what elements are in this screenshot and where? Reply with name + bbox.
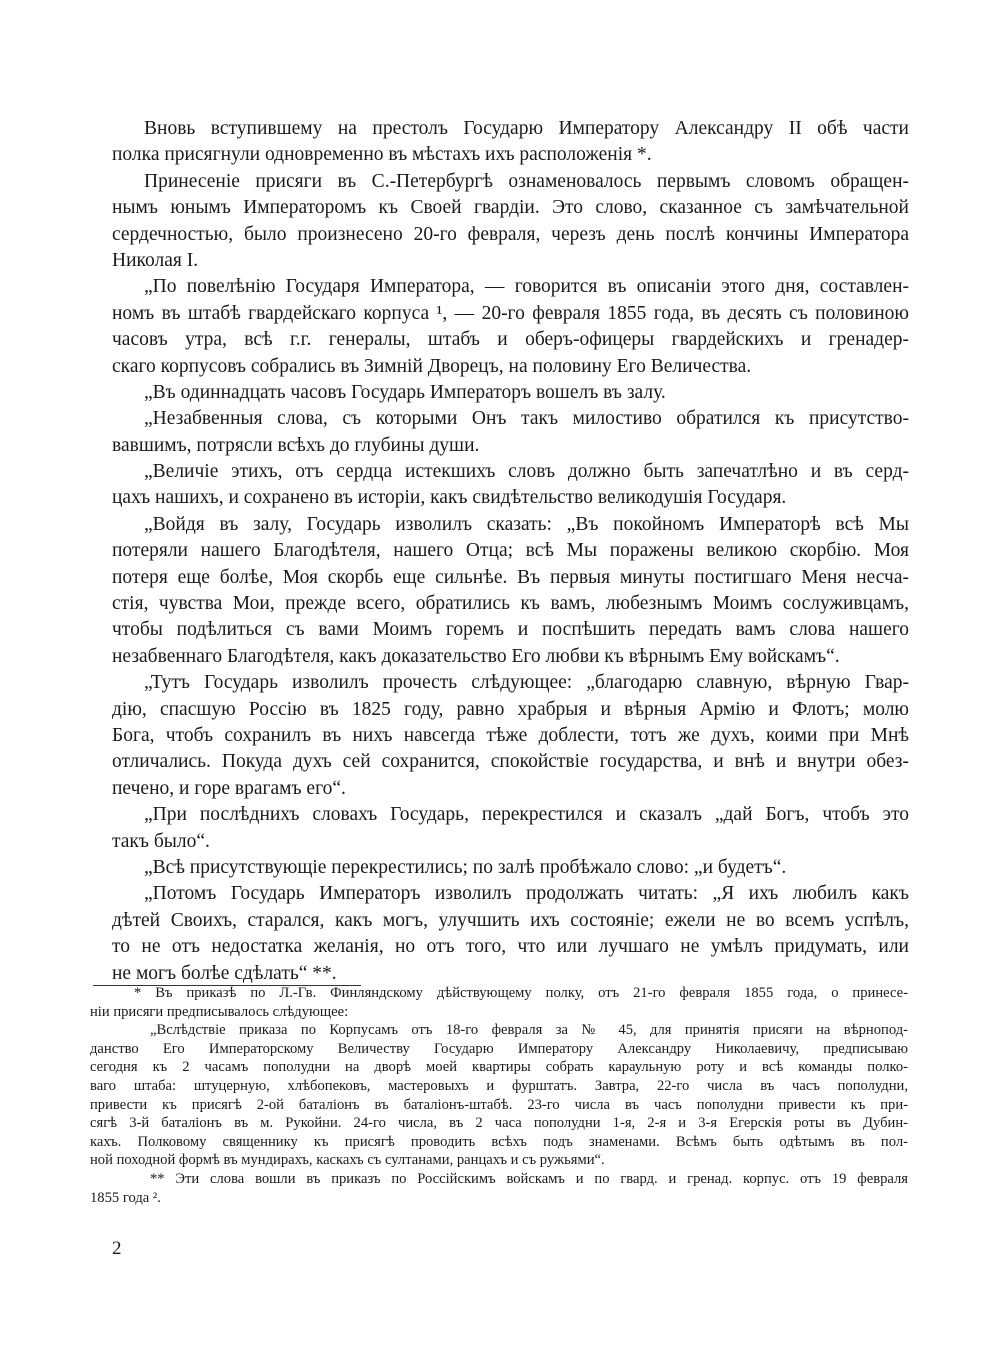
- paragraph: [112, 116, 909, 169]
- text-line: чтобы подѣлиться съ вами Моимъ горемъ и поспѣшить передать вамъ слова нашего: [112, 619, 909, 641]
- text-line: потеря еще болѣе, Моя скорбь еще сильнѣе. Въ первыя минуты постигшаго Меня несча-: [112, 566, 909, 588]
- paragraph: [112, 406, 909, 459]
- footnote-line: данство Его Императорскому Величеству Государю Императору Александру Николаевичу, предписываю: [90, 1040, 908, 1057]
- paragraph: [112, 670, 909, 802]
- text-line: скаго корпусовъ собрались въ Зимній Дворецъ, на половину Его Величества.: [112, 355, 752, 377]
- footnote-line: * Въ приказѣ по Л.-Гв. Финляндскому дѣйствующему полку, отъ 21-го февраля 1855 года, о принесе-: [134, 985, 908, 1001]
- text-line: потеряли нашего Благодѣтеля, нашего Отца; всѣ Мы поражены великою скорбію. Моя: [112, 540, 909, 562]
- text-line: вавшимъ, потрясли всѣхъ до глубины души.: [112, 434, 480, 456]
- footnote-line: ваго штаба: штуцерную, хлѣбопековъ, мастеровыхъ и фурштатъ. Завтра, 22-го числа въ часъ пополудни,: [90, 1077, 908, 1094]
- footnote-line: 1855 года ².: [90, 1189, 161, 1206]
- footnote-line: ной походной формѣ въ мундирахъ, каскахъ съ султанами, ранцахъ и съ ружьями“.: [90, 1152, 605, 1169]
- paragraph: [112, 802, 909, 855]
- text-line: „Всѣ присутствующіе перекрестились; по залѣ пробѣжало слово: „и будетъ“.: [144, 856, 787, 878]
- text-line: сердечностью, было произнесено 20-го февраля, черезъ день послѣ кончины Императора: [112, 223, 909, 245]
- footnote-line: сегодня къ 2 часамъ пополудни на дворѣ моей квартиры собрать караульную роту и всѣ команды полко-: [90, 1059, 908, 1076]
- text-line: цахъ нашихъ, и сохранено въ исторіи, какъ свидѣтельство великодушія Государя.: [112, 487, 787, 509]
- footnote-line: сягѣ 3-й баталіонъ въ м. Рукойни. 24-го числа, въ 2 часа пополудни 1-я, 2-я и 3-я Егерскія роты въ Дубин-: [90, 1115, 908, 1132]
- footnote-line: ** Эти слова вошли въ приказъ по Россійскимъ войскамъ и по гвард. и гренад. корпус. отъ 19 февраля: [150, 1170, 908, 1187]
- text-line: отличались. Покуда духъ сей сохранится, спокойствіе государства, и внѣ и внутри обез-: [112, 751, 909, 773]
- footnote-line: привести къ присягѣ 2-ой баталіонъ въ баталіонъ-штабѣ. 23-го числа въ часъ пополудни привести къ при-: [90, 1096, 908, 1113]
- footnotes: [90, 984, 908, 1207]
- paragraph: [112, 512, 909, 670]
- text-line: полка присягнули одновременно въ мѣстахъ ихъ расположенія *.: [112, 144, 652, 166]
- text-line: „Въ одиннадцать часовъ Государь Императоръ вошелъ въ залу.: [144, 381, 666, 403]
- paragraph: [112, 855, 909, 881]
- text-line: „Потомъ Государь Императоръ изволилъ продолжать читать: „Я ихъ любилъ какъ: [144, 883, 909, 905]
- text-line: стія, чувства Мои, прежде всего, обратились къ вамъ, любезнымъ Моимъ сослуживцамъ,: [112, 593, 909, 615]
- text-line: часовъ утра, всѣ г.г. генералы, штабъ и оберъ-офицеры гвардейскихъ и гренадер-: [112, 329, 909, 351]
- text-line: Бога, чтобъ сохранилъ въ нихъ навсегда тѣже доблести, тотъ же духъ, коими при Мнѣ: [112, 724, 909, 746]
- text-line: Принесеніе присяги въ С.-Петербургѣ ознаменовалось первымъ словомъ обращен-: [144, 170, 909, 192]
- text-line: „Величіе этихъ, отъ сердца истекшихъ словъ должно быть запечатлѣно и въ серд-: [144, 461, 909, 483]
- text-line: „По повелѣнію Государя Императора, — говорится въ описаніи этого дня, составлен-: [144, 276, 909, 298]
- text-line: не могъ болѣе сдѣлать“ **.: [112, 962, 337, 984]
- text-line: „Незабвенныя слова, съ которыми Онъ такъ милостиво обратился къ присутство-: [144, 408, 909, 430]
- text-line: „Войдя въ залу, Государь изволилъ сказать: „Въ покойномъ Императорѣ всѣ Мы: [144, 513, 909, 535]
- text-line: дѣтей Своихъ, старался, какъ могъ, улучшить ихъ состояніе; ежели не во всемъ успѣлъ,: [112, 909, 909, 931]
- footnote-line: кахъ. Полковому священнику къ присягѣ проводить всѣхъ подъ знаменами. Всѣмъ быть одѣтымъ въ пол-: [90, 1133, 908, 1150]
- main-text: [112, 116, 909, 987]
- paragraph: [112, 380, 909, 406]
- text-line: „При послѣднихъ словахъ Государь, перекрестился и сказалъ „дай Богъ, чтобъ это: [144, 804, 909, 826]
- text-line: печено, и горе врагамъ его“.: [112, 777, 346, 799]
- footnote: [90, 1021, 908, 1170]
- footnote: [90, 984, 908, 1021]
- footnote-line: ніи присяги предписывалось слѣдующее:: [90, 1003, 349, 1020]
- text-line: дію, спасшую Россію въ 1825 году, равно храбрыя и вѣрныя Армію и Флотъ; молю: [112, 698, 909, 720]
- text-line: незабвеннаго Благодѣтеля, какъ доказательство Его любви къ вѣрнымъ Ему войскамъ“.: [112, 645, 840, 667]
- paragraph: [112, 274, 909, 380]
- paragraph: [112, 459, 909, 512]
- text-line: Вновь вступившему на престолъ Государю Императору Александру II обѣ части: [144, 118, 909, 139]
- text-line: номъ въ штабѣ гвардейскаго корпуса ¹, — 20-го февраля 1855 года, въ десять съ половиною: [112, 302, 909, 324]
- paragraph: [112, 169, 909, 275]
- footnote: [90, 1170, 908, 1207]
- text-line: „Тутъ Государь изволилъ прочесть слѣдующее: „благодарю славную, вѣрную Гвар-: [144, 672, 909, 694]
- page-number: 2: [112, 1238, 122, 1259]
- footnote-line: „Вслѣдствіе приказа по Корпусамъ отъ 18-го февраля за № 45, для принятія присяги на вѣрнопод-: [150, 1022, 908, 1039]
- text-line: то не отъ недостатка желанія, но отъ того, что или лучшаго не умѣлъ придумать, или: [112, 936, 909, 958]
- paragraph: [112, 881, 909, 987]
- text-line: такъ было“.: [112, 830, 210, 852]
- text-line: Николая I.: [112, 249, 199, 271]
- text-line: нымъ юнымъ Императоромъ къ Своей гвардіи. Это слово, сказанное съ замѣчательной: [112, 197, 909, 219]
